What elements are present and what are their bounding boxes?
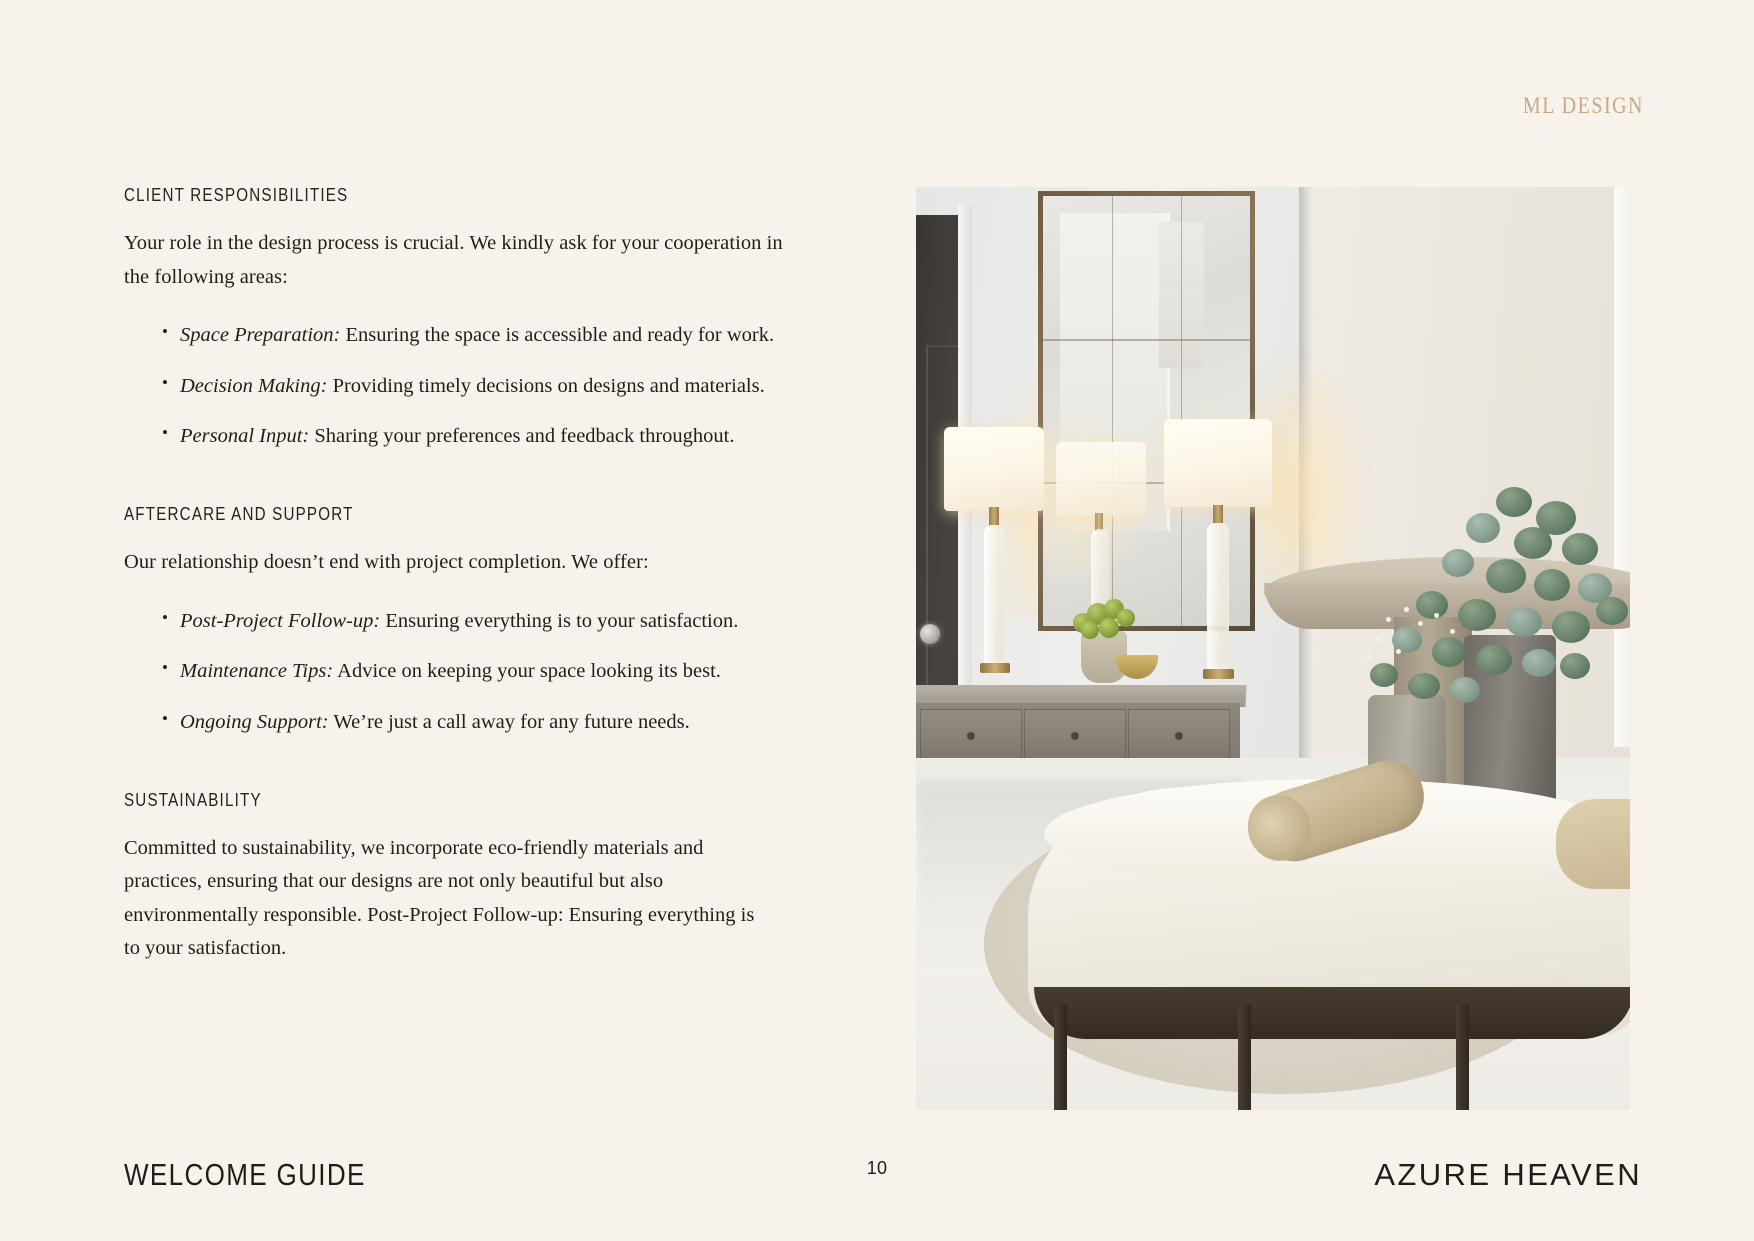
- secondary-seat: [1556, 799, 1630, 889]
- mirror-mullion: [1043, 339, 1250, 341]
- list-item: [162, 320, 784, 351]
- section-heading: CLIENT RESPONSIBILITIES: [124, 184, 349, 205]
- interior-photo: [916, 187, 1630, 1110]
- footer-document-title: WELCOME GUIDE: [124, 1157, 366, 1192]
- list-item-text: We’re just a call away for any future needs.: [328, 711, 690, 734]
- sofa-base-rail: [1034, 987, 1630, 1039]
- section-intro: Our relationship doesn’t end with project completion. We offer:: [124, 551, 649, 574]
- section-body: Committed to sustainability, we incorporate eco-friendly materials and practices, ensuring that our designs are not only beautiful but also environmentally responsible. Post-Project Follow-up: Ensuring everything is to your satisfaction.: [124, 837, 755, 959]
- section-spacer: [124, 738, 784, 790]
- list-item-term: Space Preparation:: [180, 323, 341, 346]
- list-item: [162, 606, 784, 637]
- lamp-base: [1203, 669, 1234, 679]
- list-item: [162, 421, 784, 452]
- list-item-term: Personal Input:: [180, 425, 310, 448]
- drawer-knob-icon: [1071, 732, 1079, 740]
- drawer-knob-icon: [967, 732, 975, 740]
- list-item-text: Advice on keeping your space looking its best.: [333, 660, 721, 683]
- list-item-text: Sharing your preferences and feedback throughout.: [309, 425, 735, 448]
- lamp-body: [1207, 523, 1229, 671]
- list-item: [162, 656, 784, 687]
- console-table-body: [916, 703, 1240, 765]
- list-item-term: Ongoing Support:: [180, 711, 329, 734]
- page-number: 10: [866, 1158, 888, 1178]
- console-drawer: [920, 709, 1022, 759]
- section-sustainability: [124, 790, 784, 965]
- footer-project-name: AZURE HEAVEN: [1374, 1157, 1642, 1192]
- sofa-leg: [1238, 1005, 1251, 1110]
- lamp-shade: [1056, 442, 1146, 516]
- list-item-text: Ensuring the space is accessible and ready for work.: [340, 323, 775, 346]
- list-item-term: Post-Project Follow-up:: [180, 609, 381, 632]
- list-item-term: Maintenance Tips:: [180, 660, 334, 683]
- interior-photo-scene: [916, 187, 1630, 1110]
- list-item: [162, 371, 784, 402]
- bullet-list: [124, 320, 784, 452]
- section-heading: SUSTAINABILITY: [124, 788, 262, 810]
- console-drawer: [1128, 709, 1230, 759]
- wall-right-edge: [1614, 187, 1630, 747]
- lamp-body: [984, 525, 1005, 665]
- mirror-mullion: [1181, 196, 1183, 626]
- console-drawer: [1024, 709, 1126, 759]
- section-intro: Your role in the design process is crucial. We kindly ask for your cooperation in the following areas:: [124, 232, 783, 288]
- door-knob-icon: [920, 624, 940, 644]
- list-item: [162, 707, 784, 738]
- section-client-responsibilities: [124, 185, 784, 452]
- moss-ball-arrangement: [1073, 599, 1135, 639]
- list-item-term: Decision Making:: [180, 374, 328, 397]
- sofa-leg: [1456, 1005, 1469, 1110]
- lamp-shade: [1164, 419, 1272, 507]
- bullet-list: [124, 606, 784, 738]
- drawer-knob-icon: [1175, 732, 1183, 740]
- list-item-text: Providing timely decisions on designs and materials.: [327, 374, 765, 397]
- lamp-base: [980, 663, 1010, 673]
- sofa-leg: [1054, 1005, 1067, 1110]
- section-spacer: [124, 452, 784, 504]
- brand-logo: ML DESIGN: [1522, 92, 1644, 119]
- content-column: [124, 185, 784, 965]
- list-item-text: Ensuring everything is to your satisfaction.: [380, 609, 739, 632]
- lamp-shade: [944, 427, 1044, 511]
- section-aftercare-and-support: [124, 504, 784, 738]
- section-heading: AFTERCARE AND SUPPORT: [124, 503, 354, 524]
